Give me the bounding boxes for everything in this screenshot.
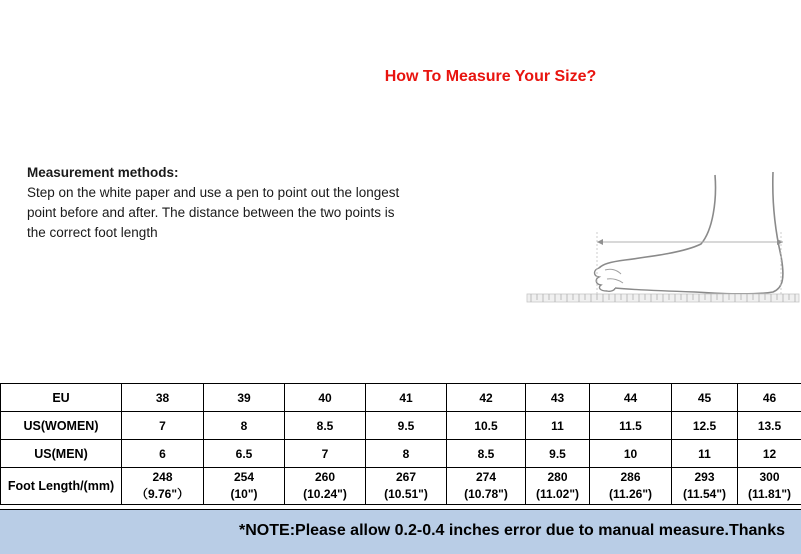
foot-length-inches: (11.54") [672,486,737,503]
table-cell: 10 [590,440,672,468]
foot-length-mm: 248 [122,469,203,486]
foot-length-inches: （9.76"） [122,486,203,503]
table-cell [590,468,672,505]
methods-line: point before and after. The distance between the two points is [27,203,457,223]
row-label: EU [1,384,122,412]
table-cell: 42 [447,384,526,412]
row-label: Foot Length/(mm) [1,468,122,505]
note-text: *NOTE:Please allow 0.2-0.4 inches error due to manual measure.Thanks [239,522,785,540]
foot-length-inches: (11.81") [738,486,801,503]
table-cell [526,468,590,505]
table-cell: 8.5 [447,440,526,468]
table-cell [122,468,204,505]
table-cell: 8.5 [285,412,366,440]
table-cell: 39 [204,384,285,412]
table-row-us-women [1,412,801,440]
foot-length-mm: 267 [366,469,446,486]
note-bar [0,509,801,554]
table-cell [285,468,366,505]
table-cell: 11.5 [590,412,672,440]
size-chart-table [0,383,801,505]
table-cell: 8 [204,412,285,440]
table-cell: 45 [672,384,738,412]
row-label: US(WOMEN) [1,412,122,440]
table-row-foot-length [1,468,801,505]
table-cell: 11 [526,412,590,440]
foot-length-inches: (10.78") [447,486,525,503]
measurement-methods [27,163,457,243]
table-cell: 38 [122,384,204,412]
table-cell: 6.5 [204,440,285,468]
foot-length-mm: 286 [590,469,671,486]
foot-length-mm: 260 [285,469,365,486]
table-cell: 12.5 [672,412,738,440]
foot-length-mm: 280 [526,469,589,486]
foot-length-inches: (10") [204,486,284,503]
methods-line: Step on the white paper and use a pen to point out the longest [27,183,457,203]
methods-line: the correct foot length [27,223,457,243]
table-cell: 7 [122,412,204,440]
table-cell [366,468,447,505]
foot-on-ruler-icon [525,160,801,310]
foot-length-inches: (11.26") [590,486,671,503]
foot-length-mm: 254 [204,469,284,486]
table-cell: 40 [285,384,366,412]
table-cell: 10.5 [447,412,526,440]
table-cell: 13.5 [738,412,801,440]
foot-length-inches: (10.24") [285,486,365,503]
table-row-eu [1,384,801,412]
page-title: How To Measure Your Size? [0,68,801,86]
table-cell [447,468,526,505]
table-cell: 9.5 [366,412,447,440]
table-cell [204,468,285,505]
table-cell: 12 [738,440,801,468]
table-cell: 9.5 [526,440,590,468]
foot-length-inches: (11.02") [526,486,589,503]
foot-length-mm: 293 [672,469,737,486]
table-cell: 46 [738,384,801,412]
table-row-us-men [1,440,801,468]
methods-heading: Measurement methods: [27,163,457,183]
table-cell: 43 [526,384,590,412]
table-cell: 7 [285,440,366,468]
foot-length-mm: 300 [738,469,801,486]
table-cell: 8 [366,440,447,468]
table-cell: 41 [366,384,447,412]
table-cell: 11 [672,440,738,468]
table-cell: 6 [122,440,204,468]
table-cell [672,468,738,505]
table-cell [738,468,801,505]
foot-length-inches: (10.51") [366,486,446,503]
table-cell: 44 [590,384,672,412]
foot-length-mm: 274 [447,469,525,486]
row-label: US(MEN) [1,440,122,468]
